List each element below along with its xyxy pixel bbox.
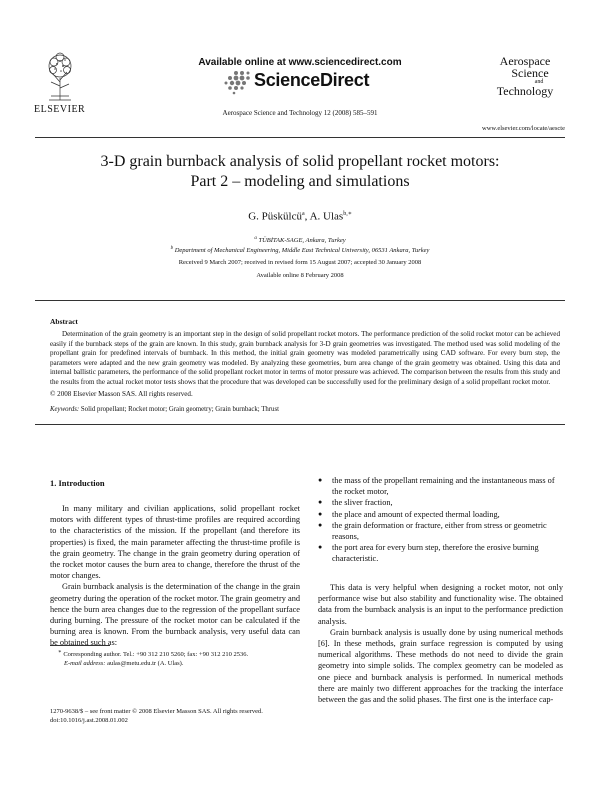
footnote — [50, 648, 310, 668]
bullet-icon: ● — [318, 520, 323, 529]
bullet-icon: ● — [318, 476, 323, 484]
sciencedirect-wordmark: ScienceDirect — [254, 70, 370, 90]
author-name[interactable]: A. Ulas — [309, 210, 344, 223]
keywords-label: Keywords: — [50, 406, 80, 413]
front-matter — [50, 707, 263, 725]
abstract-copyright: © 2008 Elsevier Masson SAS. All rights reserved. — [50, 390, 193, 398]
affiliation-text: TÜBİTAK-SAGE, Ankara, Turkey — [258, 237, 346, 245]
title-line-2: Part 2 – modeling and simulations — [190, 173, 410, 190]
journal-logo — [485, 55, 565, 97]
footnote-email: E-mail address: aulas@metu.edu.tr (A. Ulas). — [64, 659, 184, 667]
list-item: ● the sliver fraction, — [318, 498, 393, 508]
keywords — [50, 406, 279, 413]
sciencedirect-logo[interactable] — [222, 69, 392, 95]
bullet-icon: ● — [318, 509, 323, 518]
footnote-line: ∗ Corresponding author. Tel.: +90 312 210 5260; fax: +90 312 210 2536. — [58, 649, 249, 659]
affiliation-marker: a — [254, 236, 257, 241]
paragraph: In many military and civilian applications, solid propellant rocket motors with different types of thrust-time profiles are required according to the characteristics of the mission. If the propellant (and therefore its properties) is fixed, the main parameter affecting the thrust-time profile is the grain geometry. The change in the grain geometry during operation of the rocket motor causes the burn area to change, therefore the thrust of the motor changes. — [50, 504, 300, 581]
email-link[interactable]: aulas@metu.edu.tr (A. Ulas). — [107, 659, 184, 667]
right-column — [318, 582, 563, 705]
affiliation-text: Department of Mechanical Engineering, Middle East Technical University, 06531 Ankara, Turkey — [174, 247, 430, 255]
abstract-bottom-divider — [35, 424, 565, 425]
sciencedirect-dots-icon — [222, 69, 252, 95]
abstract-heading: Abstract — [50, 317, 78, 326]
affiliation-marker: b — [170, 246, 174, 251]
paragraph: Grain burnback analysis is the determination of the change in the grain geometry during the operation of the rocket motor. The grain geometry and hence the burn area changes due to the regression of the propellant surface during burning. The pressure of the rocket motor can be calculated if the burning area is known. From the burnback analysis, very useful data can be obtained such as: — [50, 582, 300, 648]
list-item: ● the grain deformation or fracture, either from stress or geometric reasons, — [318, 520, 547, 542]
journal-name-line4: Technology — [496, 84, 554, 98]
author-name[interactable]: G. Püskülcü — [248, 210, 302, 223]
journal-citation: Aerospace Science and Technology 12 (2008) 585–591 — [222, 109, 378, 117]
list-item: ● the port area for every burn step, therefore the erosive burning characteristic. — [318, 543, 539, 564]
abstract-text: Determination of the grain geometry is an important step in the design of solid propellant rocket motors. The performance prediction of the solid rocket motor can be achieved easily if the burnback steps of the grain are known. In this study, grain burnback analysis for 3-D grain geometries was investigated. The method used was solid modeling of the propellant grain for predefined intervals of burnback. In this method, the initial grain geometry was modeled parametrically using CAD software. For every burn step, the parameters were adapted and the new grain geometry was modeled. By analyzing these geometries, burn area change of the grain geometry was obtained. Using this data and internal ballistic parameters, the performance of the solid propellant rocket motor in terms of motor pressure was achieved. The comparison between the results from this study and the results from the actual rocket motor tests shows that the procedure that was developed can be successfully used for the preliminary design of a solid propellant rocket motor. — [50, 330, 560, 386]
affiliation-marker: b,∗ — [343, 211, 352, 217]
article-title — [0, 152, 600, 192]
received-dates: Received 9 March 2007; received in revised form 15 August 2007; accepted 30 January 2008 — [178, 259, 422, 266]
doi-line[interactable]: doi:10.1016/j.ast.2008.01.002 — [50, 717, 128, 724]
issn-line: 1270-9638/$ – see front matter © 2008 Elsevier Masson SAS. All rights reserved. — [50, 708, 263, 715]
affiliation-a — [0, 236, 600, 244]
available-date: Available online 8 February 2008 — [256, 272, 344, 279]
footnote-marker: ∗ — [58, 649, 62, 655]
section-heading: 1. Introduction — [50, 478, 105, 488]
bullet-icon: ● — [318, 543, 323, 552]
header-divider — [35, 137, 565, 138]
paragraph: Grain burnback analysis is usually done by using numerical methods [6]. In these methods, grain surface regression is computed by using numerical algorithms. These methods do not need to divide the grain geometry into simple solids. The complex geometry can be modeled as one piece and burnback analysis is performed. In numerical methods there are mainly two different approaches for the tracking the interface between the gas and the solid phases. The first one is the interface cap- — [318, 627, 563, 705]
journal-name-line2: Science — [511, 66, 549, 80]
affiliation-marker: a — [302, 211, 305, 217]
journal-name-line3: and — [534, 79, 544, 85]
abstract-top-divider — [35, 300, 565, 301]
journal-url-link[interactable]: www.elsevier.com/locate/aescte — [482, 125, 565, 132]
bullet-list — [318, 475, 563, 565]
abstract-body — [50, 330, 560, 388]
author-separator: , — [304, 210, 310, 223]
journal-name-line1: Aerospace — [499, 54, 551, 68]
author-list — [0, 210, 600, 223]
affiliation-b — [0, 246, 600, 254]
paragraph: This data is very helpful when designing a rocket motor, not only performance wise but also stability and functionality wise. The obtained data from the burnback analysis is an input to the performance prediction analysis. — [318, 583, 563, 626]
keywords-list: Solid propellant; Rocket motor; Grain geometry; Grain burnback; Thrust — [80, 406, 279, 413]
left-column — [50, 503, 300, 649]
list-item: ● the place and amount of expected thermal loading, — [318, 509, 500, 519]
available-online-text[interactable]: Available online at www.sciencedirect.com — [198, 57, 402, 68]
title-line-1: 3-D grain burnback analysis of solid propellant rocket motors: — [100, 153, 500, 170]
bullet-icon: ● — [318, 498, 323, 507]
elsevier-wordmark: ELSEVIER — [34, 104, 86, 115]
list-item: ● the mass of the propellant remaining and the instantaneous mass of the rocket motor, — [318, 476, 555, 497]
footnote-divider — [50, 645, 110, 646]
